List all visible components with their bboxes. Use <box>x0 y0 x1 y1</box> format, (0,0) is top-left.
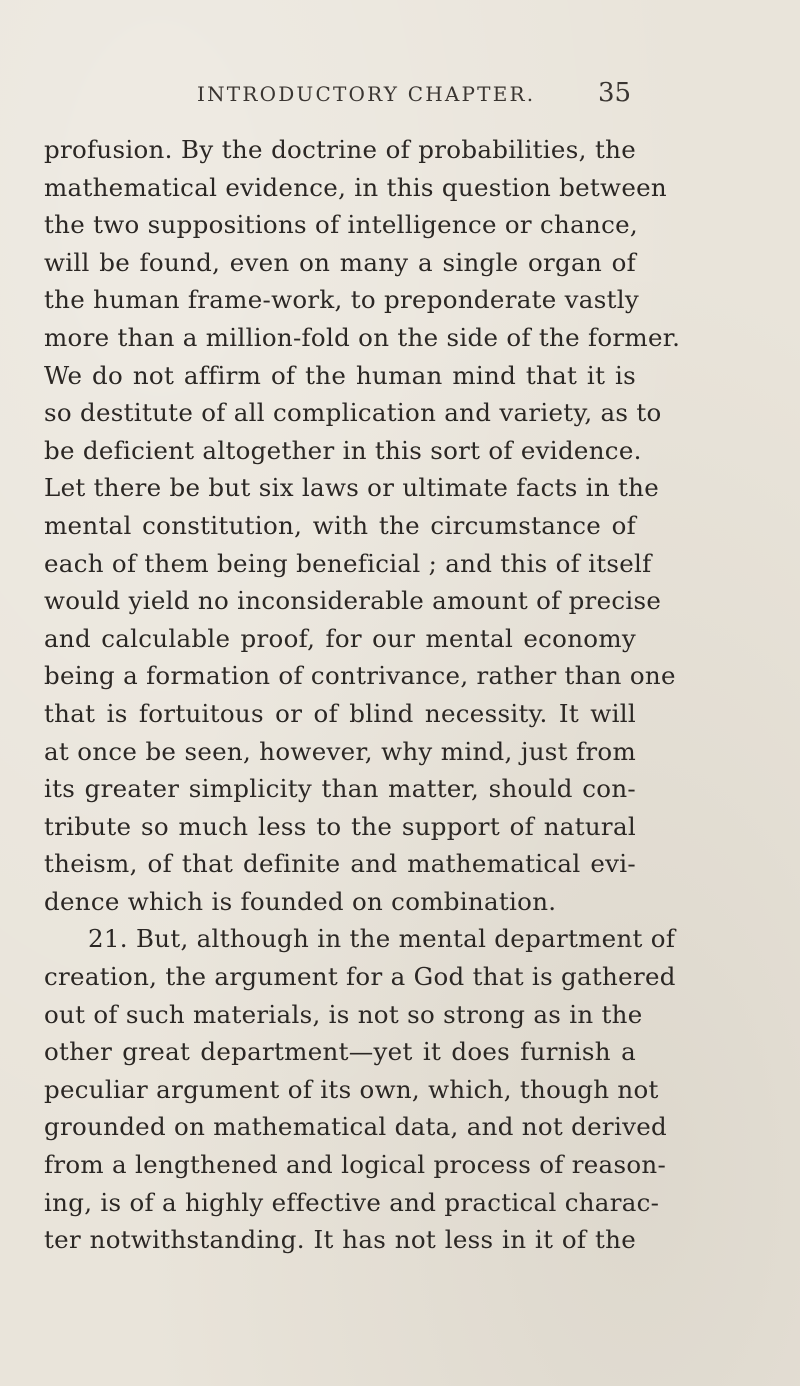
text-line: would yield no inconsiderable amount of precise <box>44 586 662 616</box>
text-line: be deficient altogether in this sort of evidence. <box>44 435 642 465</box>
text-line: its greater simplicity than matter, should con- <box>44 774 636 804</box>
text-line: creation, the argument for a God that is gathered <box>44 962 676 992</box>
text-line: the human frame-work, to preponderate vastly <box>44 285 639 315</box>
text-line: from a lengthened and logical process of reason- <box>44 1150 667 1180</box>
text-line: and calculable proof, for our mental economy <box>44 623 636 653</box>
text-line: ter notwithstanding. It has not less in it of the <box>44 1225 636 1255</box>
text-line: mental constitution, with the circumstance of <box>44 510 636 540</box>
text-line: ing, is of a highly effective and practical charac- <box>44 1187 660 1217</box>
text-line: out of such materials, is not so strong as in the <box>44 999 643 1029</box>
body-text <box>44 131 681 1259</box>
text-line: tribute so much less to the support of natural <box>44 811 636 841</box>
text-line: the two suppositions of intelligence or chance, <box>44 210 639 240</box>
text-line: mathematical evidence, in this question between <box>44 172 667 202</box>
running-title: INTRODUCTORY CHAPTER. <box>197 82 536 106</box>
text-line: We do not affirm of the human mind that it is <box>44 360 636 390</box>
paragraph-start-line: 21. But, although in the mental department of <box>88 924 676 954</box>
text-line: other great department—yet it does furnish a <box>44 1037 636 1067</box>
page-number: 35 <box>598 78 632 108</box>
text-line: at once be seen, however, why mind, just from <box>44 736 636 766</box>
text-line: being a formation of contrivance, rather than one <box>44 661 676 691</box>
text-line: profusion. By the doctrine of probabilities, the <box>44 135 636 164</box>
text-line: that is fortuitous or of blind necessity. It will <box>44 698 636 728</box>
text-line: Let there be but six laws or ultimate facts in the <box>44 473 660 503</box>
paragraph-end-line: dence which is founded on combination. <box>44 886 557 916</box>
text-line: theism, of that definite and mathematical evi- <box>44 849 636 879</box>
text-line: so destitute of all complication and variety, as to <box>44 398 662 428</box>
text-line: each of them being beneficial ; and this of itself <box>44 548 652 578</box>
text-line: peculiar argument of its own, which, though not <box>44 1074 659 1104</box>
running-head <box>0 78 800 118</box>
text-line: more than a million-fold on the side of the former. <box>44 322 681 352</box>
text-line: will be found, even on many a single organ of <box>44 247 636 277</box>
text-line: grounded on mathematical data, and not derived <box>44 1112 667 1142</box>
